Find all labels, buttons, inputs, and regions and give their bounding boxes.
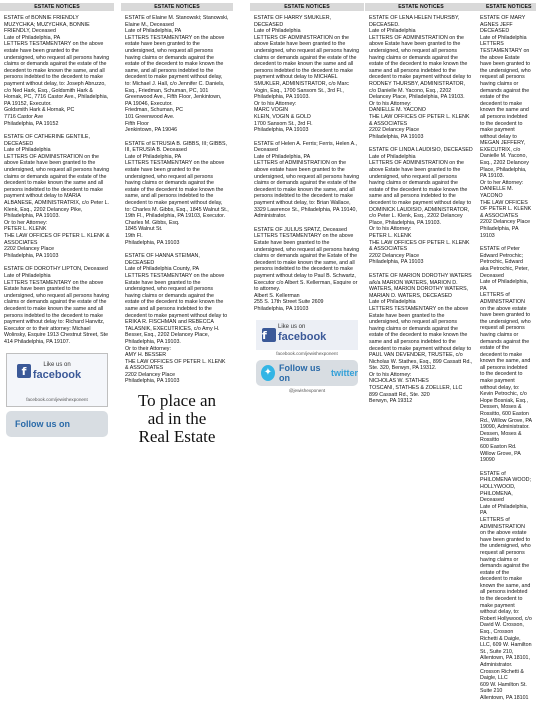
section-header: ESTATE NOTICES — [121, 3, 233, 11]
estate-notice: ESTATE of PHILOMENA WOOD; HOLLYWOOD, PHILOMENA, Deceased Late of Philadelphia, PA LETTERS of ADMINISTRATION on the above estate have been granted to the undersigned, who request all persons having claims or demands against the estate of the decedent to make known the same, and all persons indebted to the decedent to make payment without delay, to: Robert Hollywood, c/o David W. Crosson, Esq., Crosson Richetti & Daigle, LLC, 609 W. Hamilton St., Suite 210, Allentown, PA 18101, Administrator. Crosson Richetti & Daigle, LLC 609 W. Hamilton St. Suite 210 Allentown, PA 18101 — [480, 470, 532, 701]
facebook-icon: f — [262, 328, 276, 342]
section-header: ESTATE NOTICES — [0, 3, 114, 11]
estate-notice: ESTATE OF LENA HELEN THURSBY, DECEASED. Late of Philadelphia LETTERS OF ADMINISTRATION on the above Estate have been granted to the undersigned, who request all persons having claims or demands against the estate of the decedent to make known the same and all persons indebted to the decedent to make payment without delay to RODNEY THURSBY, ADMINISTRATOR, c/o Danielle M. Yacono, Esq., 2202 Delancey Place, Philadelphia, PA 19103. Or to his Attorney: DANIELLE M. YACONO THE LAW OFFICES OF PETER L. KLENK & ASSOCIATES 2202 Delancey Place Philadelphia, PA 19103 — [369, 15, 472, 140]
twitter-brand: twitter — [331, 367, 358, 378]
facebook-ad[interactable] — [6, 353, 108, 407]
section-header: ESTATE NOTICES — [476, 3, 536, 11]
twitter-ad[interactable] — [256, 360, 358, 386]
estate-notice: ESTATE OF JULIUS SPATZ, Deceased LETTERS TESTAMENTARY on the above Estate have been granted to the undersigned, who request all persons having claims or demands against the Estate of the decedent to make known the same, and all persons indebted to the decedent to make payment without delay to Paul B. Schwartz, Executor c/o Albert S. Kellerman, Esquire or to attorney. Albert S. Kellerman 255 S. 17th Street Suite 2609 Philadelphia, PA 19103 — [254, 226, 360, 312]
column-5 — [476, 0, 536, 701]
column-1 — [0, 0, 114, 512]
twitter-handle: @jewishexponent — [288, 387, 326, 393]
estate-notice: ESTATE OF HARRY SMUKLER, DECEASED Late of Philadelphia LETTERS OF ADMINISTRATION on the above Estate have been granted to the undersigned, who request all persons having claims or demands against the estate of the decedent to make known the same and all persons indebted to the decedent to make payment without delay to MICHAEL SMUKLER, ADMINISTRATOR, c/o Marc Vogin, Esq., 1700 Sansom St., 3rd Fl., Philadelphia, PA 19103. Or to his Attorney: MARC VOGIN KLEIN, VOGIN & GOLD 1700 Sansom St., 3rd Fl. Philadelphia, PA 19103 — [254, 15, 360, 134]
place-ad-line: To place an — [137, 391, 217, 411]
column-3 — [250, 0, 364, 512]
estate-notice: ESTATE OF DOROTHY LIPTON, Deceased Late of Philadelphia LETTERS TESTAMENTARY on the above Estate have been granted to the undersigned, who request all persons having claims or demands against the estate of the decedent to make known the same and all persons indebted to the decedent to make payment without delay to: Richard Hanvitz, Executor or to their attorney: Michael Wolinsky, Esquire 1913 Chestnut Street, Ste 414 Philadelphia, PA 19107. — [4, 266, 110, 345]
estate-notice: ESTATE OF CATHERINE GENTILE, DECEASED Late of Philadelphia LETTERS OF ADMINISTRATION on the above Estate have been granted to the undersigned, who request all persons having claims or demands against the estate of the decedent to make known the same and all persons indebted to the decedent to make payment without delay to MARIA ALBANESE, ADMINISTRATRIX, c/o Peter L. Klenk, Esq., 2202 Delancey Pike, Philadelphia, PA 19103. Or to her Attorney: PETER L. KLENK THE LAW OFFICES OF PETER L. KLENK & ASSOCIATES 2202 Delancey Place Philadelphia, PA 19103 — [4, 134, 110, 259]
estate-notice: ESTATE OF LINDA LAUDISIO, DECEASED Late of Philadelphia LETTERS OF ADMINISTRATION on the above Estate have been granted to the undersigned, who request all persons having claims or demands against the estate of the decedent to make known the same and all persons indebted to the decedent to make payment without delay to DOMINICK LAUDISIO, ADMINISTRATOR, c/o Peter L. Klenk, Esq., 2202 Delancey Place, Philadelphia, PA 19103. Or to his Attorney: PETER L. KLENK THE LAW OFFICES OF PETER L. KLENK & ASSOCIATES 2202 Delancey Place Philadelphia, PA 19103 — [369, 147, 473, 266]
twitter-follow-text: Follow us on — [278, 362, 321, 383]
twitter-bird-icon: ✦ — [261, 365, 275, 381]
estate-notice: ESTATE of Elaine M. Stanowski; Stanowski, Elaine M., Deceased Late of Philadelphia, PA LETTERS TESTAMENTARY on the above estate have been granted to the undersigned, who request all persons having claims or demands against the estate of the decedent to make known the same, and all persons indebted to the decedent to make payment without delay, to: Michael J. Hall, c/o Jennifer C. Daniels, Esq., Friedman, Schuman, PC, 101 Greenwood Ave., Fifth Floor, Jenkintown, PA 19046, Executor. Friedman, Schuman, PC 101 Greenwood Ave. Fifth Floor Jenkintown, PA 19046 — [125, 15, 229, 134]
estate-notice: ESTATE of Helen A. Ferris; Ferris, Helen A., Deceased Late of Philadelphia, PA LETTERS of ADMINISTRATION on the above estate have been granted to the undersigned, who request all persons having claims or demands against the estate of the decedent to make known the same, and all persons indebted to the decedent to make payment without delay, to: Brian Wallace, 3329 Lawrence St., Philadelphia, PA 19140, Administrator. — [254, 140, 360, 220]
follow-text: Follow us on — [15, 418, 70, 429]
section-header: ESTATE NOTICES — [250, 3, 364, 11]
facebook-url: facebook.com/jewishexponent — [276, 350, 338, 356]
estate-notice: ESTATE OF MARY AGNES JEFF DECEASED Late of Philadelphia LETTERS TESTAMENTARY on the above Estate have been granted to the undersigned, who request all persons having claims or demands against the estate of the decedent to make known the same and all persons indebted to the decedent to make payment without delay to MEGAN JEFFERY, EXECUTRIX, c/o Danielle M. Yacono, Esq., 2202 Delancey Place, Philadelphia, PA 19103. Or to her Attorney: DANIELLE M. YACONO THE LAW OFFICES OF PETER L. KLENK & ASSOCIATES 2202 Delancey Place Philadelphia, PA 19103 — [480, 15, 532, 239]
place-ad-banner[interactable] — [127, 392, 227, 446]
follow-ad-partial[interactable] — [6, 411, 108, 437]
estate-notice: ESTATE of Peter Edward Petrochic; Petrochic, Edward aka Petrochic, Peter, Deceased Late of Philadelphia, PA LETTERS of ADMINISTRATION on the above estate have been granted to the undersigned, who request all persons having claims or demands against the estate of the decedent to make known the same, and all persons indebted to the decedent to make payment without delay, to: Kevin Petrochic, c/o Hope Bosniak, Esq., Dessen, Moses & Rossitto, 600 Easton Rd., Willow Grove, PA 19090, Administrator. Dessen, Moses & Rossitto 600 Easton Rd. Willow Grove, PA 19090 — [480, 246, 532, 464]
estate-notice: ESTATE OF MARION DOROTHY WATERS a/k/a MARION WATERS, MARION D. WATERS, MARION DOROTHY WATERS, MARIAN D. WATERS, DECEASED Late of Philadelphia LETTERS TESTAMENTARY on the above Estate have been granted to the undersigned, who request all persons having claims or demands against the estate of the decedent to make known the same and all persons indebted to the decedent to make payment without delay to PAUL VAN DEVENDER, TRUSTEE, c/o Nicholas W. Stathes, Esq., 899 Cassatt Rd., Ste. 320, Berwyn, PA 19312. Or to his Attorney: NICHOLAS W. STATHES TOSCANI, STATHES & ZOELLER, LLC 899 Cassatt Rd., Ste. 320 Berwyn, PA 19312 — [369, 272, 473, 405]
estate-notice: ESTATE of BONNIE FRIENDLY MUZYCHKA; MUZYCHKA, BONNIE FRIENDLY, Deceased Late of Philadelphia, PA LETTERS TESTAMENTARY on the above estate have been granted to the undersigned, who request all persons having claims or demands against the estate of the decedent to make known the same, and all persons indebted to the decedent to make payment without delay, to: Joseph Abruzzo, c/o Ned Hark, Esq., Goldsmith Hark & Hornak, PC, 7716 Castor Ave., Philadelphia, PA 19152, Executor. Goldsmith Hark & Hornak, PC 7716 Castor Ave Philadelphia, PA 19152 — [4, 15, 110, 127]
column-2 — [121, 0, 233, 512]
place-ad-line: Real Estate — [138, 427, 216, 447]
facebook-brand: facebook — [32, 368, 82, 381]
estate-notice: ESTATE OF HANNA STEIMAN, DECEASED Late of Philadelphia County, PA LETTERS TESTAMENTARY on the above Estate have been granted to the undersigned, who request all persons having claims or demands against the estate of the decedent to make known the same and all persons indebted to the decedent to make payment without delay to ERIKA R. FISCHMAN and REBECCA TALASNIK, EXECUTRICES, c/o Amy H. Besser, Esq., 2202 Delancey Place, Philadelphia, PA 19103. Or to their Attorney: AMY H. BESSER THE LAW OFFICES OF PETER L. KLENK & ASSOCIATES 2202 Delancey Place Philadelphia, PA 19103 — [125, 253, 228, 385]
facebook-ad[interactable] — [256, 320, 358, 350]
place-ad-line: ad in the — [147, 409, 207, 429]
column-4 — [365, 0, 477, 512]
facebook-like-text: Like us on — [278, 323, 306, 330]
estate-notice: ESTATE of ETRUSIA B. GIBBS, III; GIBBS, III, ETRUSIA B. Deceased Late of Philadelphia, PA LETTERS TESTAMENTARY on the above estate have been granted to the undersigned, who request all persons having claims or demands against the estate of the decedent to make known the same, and all persons indebted to the decedent to make payment without delay, to: Charles M. Gibbs, Esq., 1845 Walnut St., 19th Fl., Philadelphia, PA 19103, Executor. Charles M. Gibbs, Esq. 1845 Walnut St. 19th Fl. Philadelphia, PA 19103 — [125, 140, 229, 246]
facebook-like-text: Like us on — [43, 361, 71, 368]
facebook-brand: facebook — [278, 330, 327, 343]
section-header: ESTATE NOTICES — [365, 3, 477, 11]
facebook-url: facebook.com/jewishexponent — [26, 396, 88, 402]
facebook-icon: f — [17, 364, 31, 378]
